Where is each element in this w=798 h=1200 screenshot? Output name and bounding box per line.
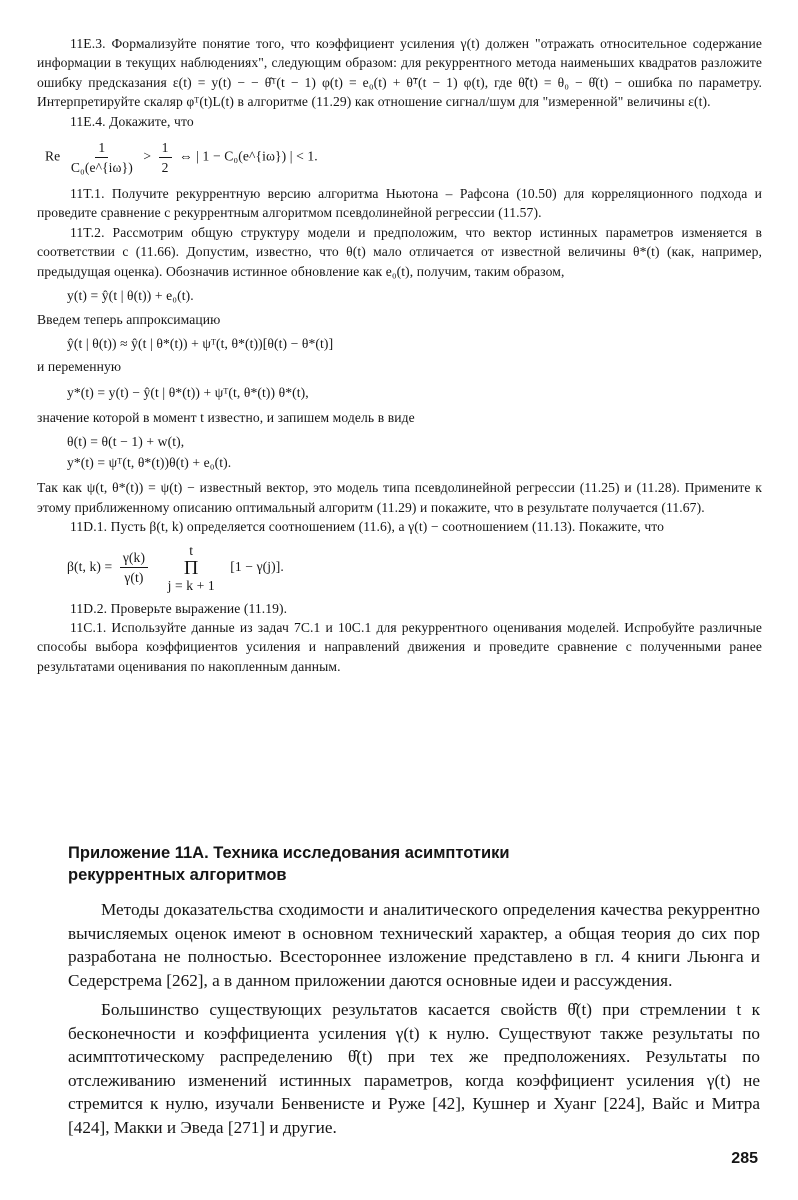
formula-y: y(t) = ŷ(t | θ(t)) + e₀(t). [67,288,194,304]
exercise-11d1: 11D.1. Пусть β(t, k) определяется соотношением (11.6), а γ(t) − соотношением (11.13). Покажите, что [70,519,665,535]
formula-beta-rhs: [1 − γ(j)]. [230,558,284,574]
exercise-11e4-intro: 11E.4. Докажите, что [70,113,194,129]
exercise-11t2-model-text: значение которой в момент t известно, и запишем модель в виде [37,410,415,426]
exercise-11d2: 11D.2. Проверьте выражение (11.19). [70,600,288,616]
formula-11e4 [37,139,762,176]
exercise-11t2: 11T.2. Рассмотрим общую структуру модели и предположим, что вектор истинных параметров изменяется в соответствии с (11.66). Допустим, известно, что θ(t) мало отличается от известной величины θ*(t) (как, например, предыдущая оценка). Обозначив истинное обновление как e₀(t), получим, таким образом, [37,224,762,279]
exercise-11e3: 11E.3. Формализуйте понятие того, что коэффициент усиления γ(t) должен "отражать относительное содержание информации в текущих наблюдениях", следующим образом: для рекуррентного метода наименьших квадратов разложите ошибку предсказания ε(t) = y(t) − − θ̂ᵀ(t − 1) φ(t) = e₀(t) + θ̃ᵀ(t − 1) φ(t), где θ̃(t) = θ₀ − θ̂(t) − ошибка по параметру. Интерпретируйте скаляр φᵀ(t)L(t) в алгоритме (11.29) как отношение сигнал/шум для "измеренной" величины ε(t). [37,36,762,110]
fraction-2-numerator: 1 [159,139,172,158]
formula-approximation: ŷ(t | θ(t)) ≈ ŷ(t | θ*(t)) + ψᵀ(t, θ*(t))[θ(t) − θ*(t)] [67,335,334,351]
appendix-body [68,898,760,1139]
page-number: 285 [731,1150,758,1167]
fraction-1-numerator: 1 [95,139,108,158]
product-operator [168,543,215,593]
product-symbol: Π [183,556,199,579]
appendix-heading [68,842,728,886]
appendix-paragraph-2: Большинство существующих результатов касается свойств θ̂(t) при стремлении t к бесконечности и коэффициента усиления γ(t) к нулю. Существуют также результаты по асимптотическому распределению θ̂(t) при тех же предположениях. Результаты по отслеживанию изменений истинных параметров, когда коэффициент усиления γ(t) не стремится к нулю, изучали Бенвенисте и Руже [42], Кушнер и Хуанг [224], Вайс и Митра [424], Макки и Эведа [271] и другие. [68,1000,760,1137]
formula-11e4-gt: > [143,148,152,164]
exercise-11t2-approx-text: Введем теперь аппроксимацию [37,312,221,328]
fraction-1-denominator: C₀(e^{iω}) [70,160,133,176]
appendix-heading-line2: рекуррентных алгоритмов [68,866,287,884]
fraction-gamma [120,549,148,586]
fraction-2-denominator: 2 [161,160,169,176]
formula-beta-lhs: β(t, k) = [67,558,113,574]
formula-beta [37,543,762,593]
product-upper-limit: t [189,542,194,558]
exercise-11c1: 11C.1. Используйте данные из задач 7C.1 и 10C.1 для рекуррентного оценивания моделей. Испробуйте различные способы выбора коэффициентов усиления и направлений движения и проведите сравнение с полученными ранее результатами оценивания по накопленным данным. [37,619,762,674]
formula-11e4-re: Re [45,148,61,164]
fraction-2 [159,139,172,176]
exercise-11t2-conclusion: Так как ψ(t, θ*(t)) = ψ(t) − известный вектор, это модель типа псевдолинейной регрессии (11.25) и (11.28). Примените к этому приближенному описанию оптимальный алгоритм (11.29) и покажите, что в результате получается (11.67). [37,480,762,515]
formula-11e4-rhs: ⇔ | 1 − C₀(e^{iω}) | < 1. [179,148,318,164]
appendix-paragraph-1: Методы доказательства сходимости и аналитического определения качества рекуррентно вычисляемых оценок имеют в основном технический характер, а общая теория до сих пор разработана не полностью. Всестороннее изложение представлено в гл. 4 книги Льюнга и Седерстрема [262], а в данном приложении даются основные идеи и рассуждения. [68,900,760,990]
formula-theta: θ(t) = θ(t − 1) + w(t), [67,433,185,449]
product-lower-limit: j = k + 1 [167,577,215,593]
fraction-1 [68,139,136,176]
exercise-11t2-variable-text: и переменную [37,359,122,375]
appendix-heading-line1: Приложение 11А. Техника исследования асимптотики [68,844,510,862]
formula-y-star: y*(t) = y(t) − ŷ(t | θ*(t)) + ψᵀ(t, θ*(t)) θ*(t), [67,384,309,400]
exercises-block [37,34,762,676]
fraction-gamma-denominator: γ(t) [124,570,144,586]
fraction-gamma-numerator: γ(k) [120,549,148,568]
exercise-11t1: 11T.1. Получите рекуррентную версию алгоритма Ньютона – Рафсона (10.50) для корреляционного подхода и проведите сравнение с рекуррентным алгоритмом псевдолинейной регрессии (11.57). [37,186,762,221]
formula-y-star-model: y*(t) = ψᵀ(t, θ*(t))θ(t) + e₀(t). [67,454,232,470]
